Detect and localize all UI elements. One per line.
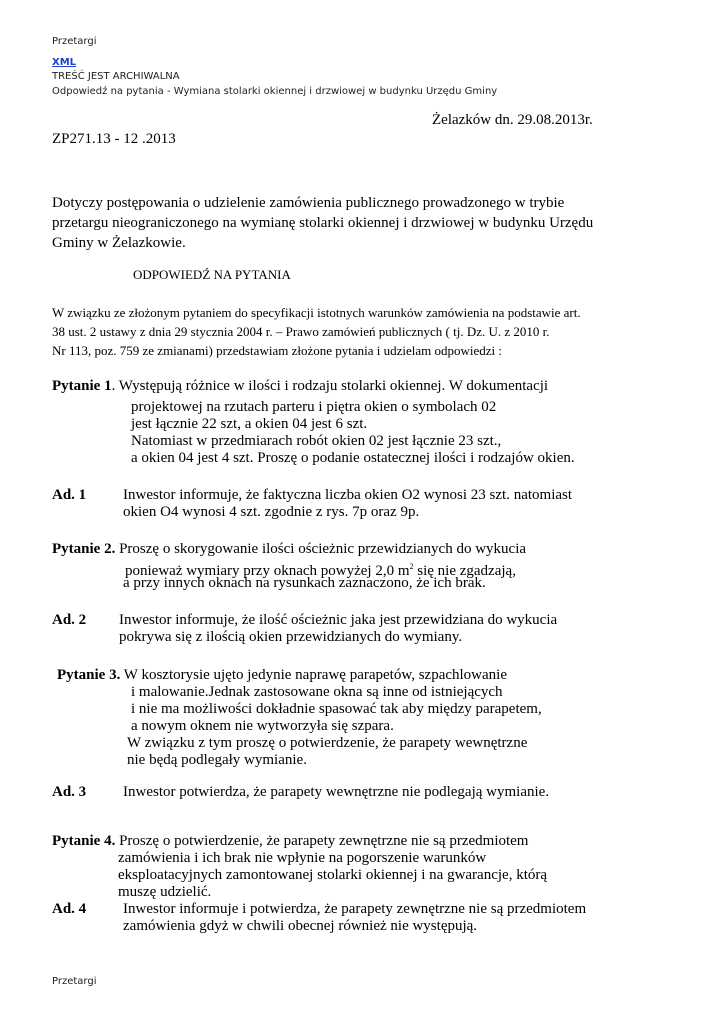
concerns-line: Gminy w Żelazkowie. xyxy=(52,235,186,251)
place-date: Żelazków dn. 29.08.2013r. xyxy=(432,112,593,128)
answer-1-text xyxy=(123,487,572,521)
question-3-continuation xyxy=(127,684,542,769)
question-4-line: muszę udzielić. xyxy=(118,884,212,900)
question-4-line: zamówienia i ich brak nie wpłynie na pogorszenie warunków xyxy=(118,850,487,866)
question-3-line: a nowym oknem nie wytworzyła się szpara. xyxy=(131,718,394,734)
question-1-line: jest łącznie 22 szt, a okien 04 jest 6 szt. xyxy=(131,416,368,432)
question-4-text: Proszę o potwierdzenie, że parapety zewnętrzne nie są przedmiotem xyxy=(115,833,529,849)
question-1-continuation xyxy=(131,399,575,467)
concerns-paragraph xyxy=(52,193,593,253)
question-1-label: Pytanie 1 xyxy=(52,378,112,394)
question-1-line: Natomiast w przedmiarach robót okien 02 jest łącznie 23 szt., xyxy=(131,433,502,449)
document-subject: Odpowiedź na pytania - Wymiana stolarki okiennej i drzwiowej w budynku Urzędu Gminy xyxy=(52,86,498,97)
answer-3-label: Ad. 3 xyxy=(52,784,87,800)
question-4-label: Pytanie 4. xyxy=(52,833,116,849)
question-2-third-line: a przy innych oknach na rysunkach zaznaczono, że ich brak. xyxy=(123,575,486,591)
question-4-line: eksploatacyjnych zamontowanej stolarki okiennej i na gwarancje, którą xyxy=(118,867,548,883)
question-1-line: a okien 04 jest 4 szt. Proszę o podanie ostatecznej ilości i rodzajów okien. xyxy=(131,450,575,466)
question-2-label: Pytanie 2. xyxy=(52,541,116,557)
question-3-text: W kosztorysie ujęto jedynie naprawę parapetów, szpachlowanie xyxy=(120,667,507,683)
question-3-line: i nie ma możliwości dokładnie spasować tak aby między parapetem, xyxy=(131,701,542,717)
question-3-line: i malowanie.Jednak zastosowane okna są inne od istniejących xyxy=(131,684,503,700)
answer-2-line: Inwestor informuje, że ilość ościeżnic jaka jest przewidziana do wykucia xyxy=(119,612,558,628)
question-2-text: się nie zgadzają, xyxy=(413,563,516,579)
answer-4-text xyxy=(123,901,586,935)
intro-line: 38 ust. 2 ustawy z dnia 29 stycznia 2004 r. – Prawo zamówień publicznych ( tj. Dz. U. z 2010 r. xyxy=(52,324,550,339)
section-title: ODPOWIEDŹ NA PYTANIA xyxy=(133,267,291,282)
question-1-first-line xyxy=(52,378,548,395)
answer-2-label: Ad. 2 xyxy=(52,612,87,628)
intro-paragraph xyxy=(52,303,581,360)
answer-4-line: zamówienia gdyż w chwili obecnej również nie występują. xyxy=(123,918,478,934)
question-1-text: . Występują różnice w ilości i rodzaju stolarki okiennej. W dokumentacji xyxy=(111,378,549,394)
header-site-name: Przetargi xyxy=(52,36,97,47)
concerns-line: przetargu nieograniczonego na wymianę stolarki okiennej i drzwiowej w budynku Urzędu xyxy=(52,215,594,231)
question-4-first-line xyxy=(52,833,528,850)
question-3-line: W związku z tym proszę o potwierdzenie, że parapety wewnętrzne xyxy=(127,735,528,751)
concerns-line: Dotyczy postępowania o udzielenie zamówienia publicznego prowadzonego w trybie xyxy=(52,195,565,211)
answer-3-text: Inwestor potwierdza, że parapety wewnętrzne nie podlegają wymianie. xyxy=(123,784,550,800)
answer-1-line: okien O4 wynosi 4 szt. zgodnie z rys. 7p oraz 9p. xyxy=(123,504,420,520)
answer-1-line: Inwestor informuje, że faktyczna liczba okien O2 wynosi 23 szt. natomiast xyxy=(123,487,573,503)
question-3-label: Pytanie 3. xyxy=(57,667,121,683)
question-2-text: ponieważ wymiary przy oknach powyżej 2,0 m xyxy=(125,563,410,579)
question-3-line: nie będą podlegały wymianie. xyxy=(127,752,307,768)
xml-link[interactable]: XML xyxy=(52,57,77,68)
superscript: 2 xyxy=(409,562,414,571)
reference-number: ZP271.13 - 12 .2013 xyxy=(52,131,176,147)
archive-notice: TREŚĆ JEST ARCHIWALNA xyxy=(52,71,180,82)
intro-line: Nr 113, poz. 759 ze zmianami) przedstawiam złożone pytania i udzielam odpowiedzi : xyxy=(52,343,503,358)
question-4-continuation xyxy=(118,850,547,901)
answer-4-label: Ad. 4 xyxy=(52,901,87,917)
answer-2-line: pokrywa się z ilością okien przewidzianych do wymiany. xyxy=(119,629,463,645)
question-2-text: Proszę o skorygowanie ilości ościeżnic przewidzianych do wykucia xyxy=(115,541,527,557)
question-2-first-line xyxy=(52,541,526,558)
answer-4-line: Inwestor informuje i potwierdza, że parapety zewnętrzne nie są przedmiotem xyxy=(123,901,587,917)
intro-line: W związku ze złożonym pytaniem do specyfikacji istotnych warunków zamówienia na podstawie art. xyxy=(52,305,581,320)
footer-site-name: Przetargi xyxy=(52,976,97,987)
answer-1-label: Ad. 1 xyxy=(52,487,87,503)
question-1-line: projektowej na rzutach parteru i piętra okien o symbolach 02 xyxy=(131,399,497,415)
answer-2-text xyxy=(119,612,557,646)
question-3-first-line xyxy=(57,667,507,684)
